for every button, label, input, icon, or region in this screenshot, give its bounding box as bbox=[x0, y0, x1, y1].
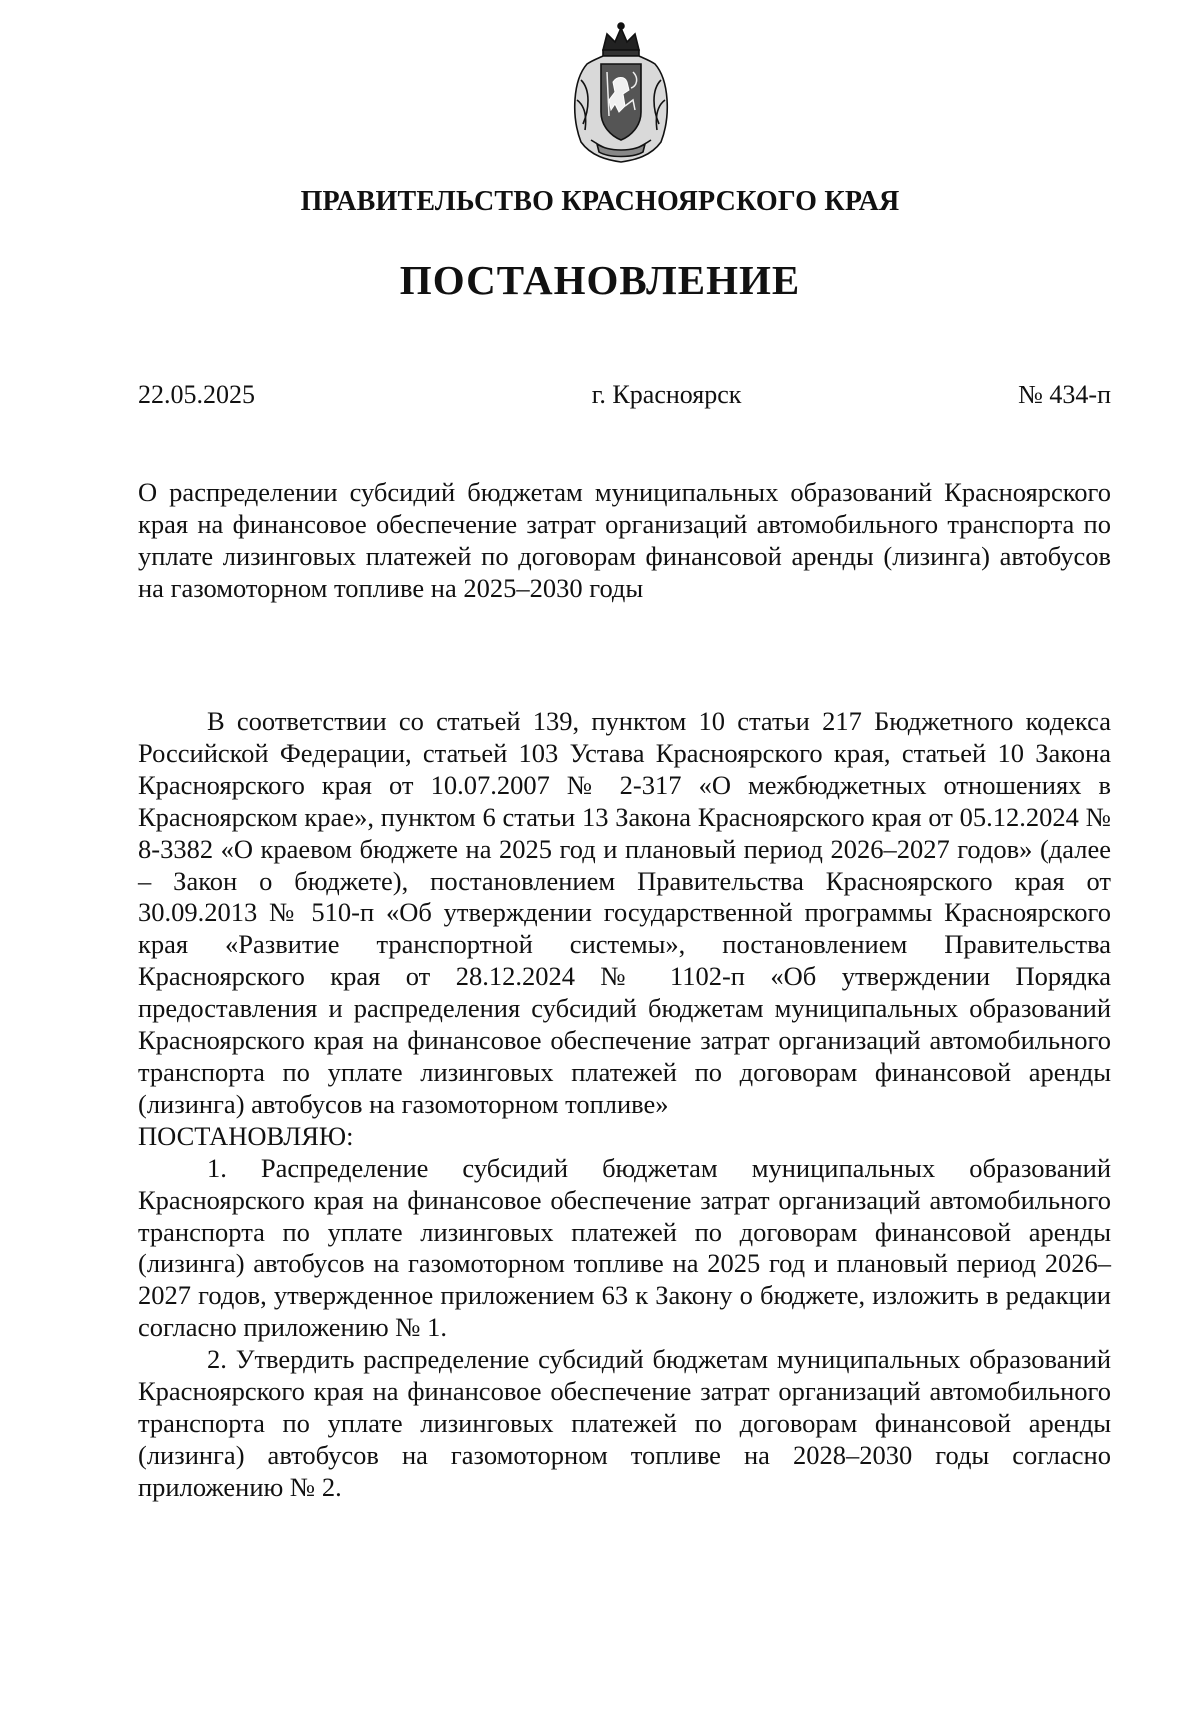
preamble-paragraph: В соответствии со статьей 139, пунктом 10 статьи 217 Бюджетного кодекса Российской Федерации, статьей 103 Устава Красноярского края, статьей 10 Закона Красноярского края от 10.07.2007 № 2-317 «О межбюджетных отношениях в Красноярском крае», пунктом 6 статьи 13 Закона Красноярского края от 05.12.2024 № 8-3382 «О краевом бюджете на 2025 год и плановый период 2026–2027 годов» (далее – Закон о бюджете), постановлением Правительства Красноярского края от 30.09.2013 № 510-п «Об утверждении государственной программы Красноярского края «Развитие транспортной системы», постановлением Правительства Красноярского края от 28.12.2024 № 1102-п «Об утверждении Порядка предоставления и распределения субсидий бюджетам муниципальных образований Красноярского края на финансовое обеспечение затрат организаций автомобильного транспорта по уплате лизинговых платежей по договорам финансовой аренды (лизинга) автобусов на газомоторном топливе» bbox=[138, 706, 1111, 1119]
item-2-paragraph: 2. Утвердить распределение субсидий бюджетам муниципальных образований Красноярского края на финансовое обеспечение затрат организаций автомобильного транспорта по уплате лизинговых платежей по договорам финансовой аренды (лизинга) автобусов на газомоторном топливе на 2028–2030 годы согласно приложению № 2. bbox=[138, 1344, 1111, 1502]
decree-word: ПОСТАНОВЛЯЮ: bbox=[138, 1120, 354, 1151]
document-number: № 434-п bbox=[1018, 380, 1111, 409]
document-city: г. Красноярск bbox=[591, 380, 742, 409]
krasnoyarsk-coat-of-arms-icon bbox=[563, 20, 679, 166]
document-date: 22.05.2025 bbox=[138, 380, 255, 409]
organization-title: ПРАВИТЕЛЬСТВО КРАСНОЯРСКОГО КРАЯ bbox=[300, 186, 900, 217]
subject-text: О распределении субсидий бюджетам муниципальных образований Красноярского края на финансовое обеспечение затрат организаций автомобильного транспорта по уплате лизинговых платежей по договорам финансовой аренды (лизинга) автобусов на газомоторном топливе на 2025–2030 годы bbox=[138, 477, 1111, 603]
item-1-paragraph: 1. Распределение субсидий бюджетам муниципальных образований Красноярского края на финансовое обеспечение затрат организаций автомобильного транспорта по уплате лизинговых платежей по договорам финансовой аренды (лизинга) автобусов на газомоторном топливе на 2025 год и плановый период 2026–2027 годов, утвержденное приложением 63 к Закону о бюджете, изложить в редакции согласно приложению № 1. bbox=[138, 1152, 1111, 1343]
document-subject bbox=[138, 477, 1111, 605]
document-meta-row bbox=[138, 380, 1111, 410]
document-body bbox=[138, 706, 1111, 1504]
document-type-title: ПОСТАНОВЛЕНИЕ bbox=[399, 257, 801, 303]
